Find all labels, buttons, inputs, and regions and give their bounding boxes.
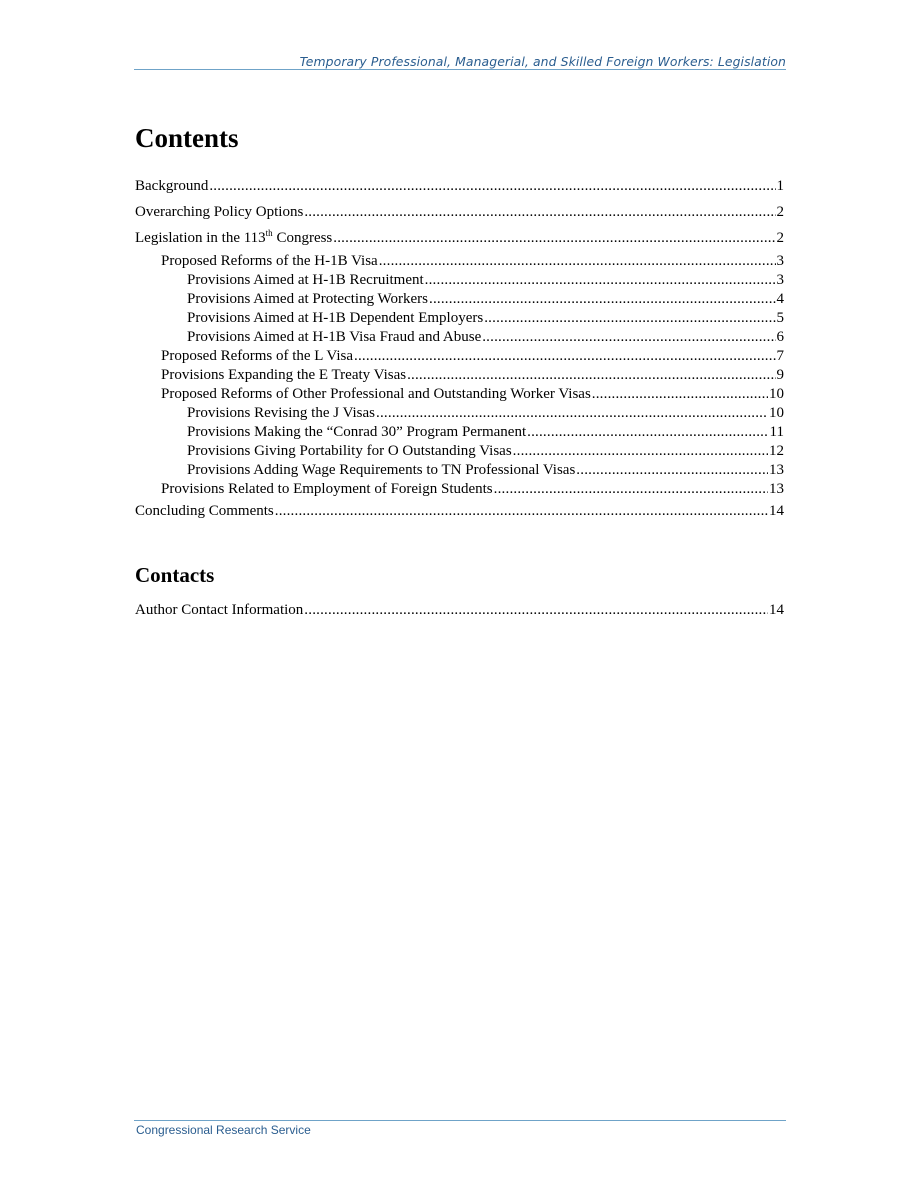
toc-entry-title: Provisions Related to Employment of Foreign Students [161, 480, 493, 497]
toc-entry-title: Author Contact Information [135, 602, 304, 618]
toc-entry-concluding-comments[interactable] [135, 502, 784, 521]
toc-entry-title: Provisions Aimed at H-1B Visa Fraud and Abuse [187, 328, 482, 345]
toc-entry-title: Overarching Policy Options [135, 204, 304, 220]
toc-entry-title: Proposed Reforms of the H-1B Visa [161, 252, 378, 269]
toc-entry-title [135, 229, 332, 248]
footer-organization: Congressional Research Service [136, 1123, 311, 1137]
toc-page-number: 9 [776, 366, 784, 383]
toc-dot-leader [484, 309, 775, 328]
toc-entry-h1b-fraud-abuse[interactable] [135, 328, 784, 347]
toc-page-number: 7 [776, 347, 784, 364]
toc-entry-h1b-recruitment[interactable] [135, 271, 784, 290]
header-divider [134, 69, 786, 70]
toc-dot-leader [379, 252, 776, 271]
toc-entry-author-contact-information[interactable] [135, 601, 784, 620]
toc-page-number: 10 [769, 404, 784, 421]
toc-entry-title: Provisions Giving Portability for O Outstanding Visas [187, 442, 512, 459]
toc-page-number: 2 [776, 204, 784, 220]
toc-dot-leader [376, 404, 768, 423]
toc-entry-other-professional-visas[interactable] [135, 385, 784, 404]
toc-entry-l-visa-reforms[interactable] [135, 347, 784, 366]
table-of-contents [135, 177, 784, 528]
toc-entry-legislation-113th-congress[interactable] [135, 229, 784, 248]
ordinal-suffix: th [265, 228, 273, 238]
toc-entry-title: Provisions Aimed at H-1B Recruitment [187, 271, 424, 288]
toc-page-number: 3 [776, 252, 784, 269]
toc-entry-conrad-30[interactable] [135, 423, 784, 442]
toc-dot-leader [304, 601, 768, 620]
footer-divider [134, 1120, 786, 1121]
toc-entry-tn-wage-requirements[interactable] [135, 461, 784, 480]
toc-entry-overarching-policy-options[interactable] [135, 203, 784, 222]
toc-entry-protecting-workers[interactable] [135, 290, 784, 309]
toc-entry-title: Provisions Aimed at Protecting Workers [187, 290, 428, 307]
toc-entry-title: Proposed Reforms of Other Professional and Outstanding Worker Visas [161, 385, 591, 402]
toc-dot-leader [482, 328, 775, 347]
toc-entry-title-text: Congress [272, 230, 333, 246]
toc-entry-title: Provisions Aimed at H-1B Dependent Employers [187, 309, 484, 326]
toc-page-number: 10 [769, 385, 784, 402]
toc-entry-title: Proposed Reforms of the L Visa [161, 347, 353, 364]
toc-dot-leader [576, 461, 768, 480]
toc-entry-foreign-students[interactable] [135, 480, 784, 499]
toc-entry-title: Provisions Expanding the E Treaty Visas [161, 366, 407, 383]
toc-page-number: 13 [769, 480, 784, 497]
toc-dot-leader [513, 442, 768, 461]
toc-page-number: 2 [776, 230, 784, 246]
toc-page-number: 11 [769, 423, 784, 440]
toc-page-number: 12 [769, 442, 784, 459]
toc-dot-leader [333, 229, 775, 248]
toc-entry-background[interactable] [135, 177, 784, 196]
toc-page-number: 3 [776, 271, 784, 288]
toc-dot-leader [429, 290, 776, 309]
contacts-heading: Contacts [135, 563, 215, 587]
toc-dot-leader [275, 502, 768, 521]
toc-dot-leader [494, 480, 768, 499]
toc-entry-title: Background [135, 178, 209, 194]
toc-page-number: 1 [776, 178, 784, 194]
toc-dot-leader [527, 423, 768, 442]
toc-page-number: 6 [776, 328, 784, 345]
toc-page-number: 13 [769, 461, 784, 478]
toc-entry-title: Provisions Revising the J Visas [187, 404, 376, 421]
toc-entry-e-treaty-visas[interactable] [135, 366, 784, 385]
toc-page-number: 14 [769, 503, 784, 519]
toc-dot-leader [592, 385, 768, 404]
running-header: Temporary Professional, Managerial, and Skilled Foreign Workers: Legislation [299, 54, 786, 69]
toc-entry-o-outstanding-visas[interactable] [135, 442, 784, 461]
contents-heading: Contents [135, 123, 239, 153]
contacts-list [135, 601, 784, 627]
toc-entry-h1b-dependent-employers[interactable] [135, 309, 784, 328]
toc-entry-title-text: Legislation in the 113 [135, 230, 266, 246]
toc-page-number: 14 [769, 602, 784, 618]
toc-dot-leader [407, 366, 775, 385]
toc-entry-h1b-reforms[interactable] [135, 252, 784, 271]
toc-dot-leader [304, 203, 775, 222]
toc-page-number: 5 [776, 309, 784, 326]
toc-entry-j-visas[interactable] [135, 404, 784, 423]
toc-entry-title: Provisions Making the “Conrad 30” Program Permanent [187, 423, 527, 440]
toc-entry-title: Concluding Comments [135, 503, 274, 519]
toc-entry-title: Provisions Adding Wage Requirements to TN Professional Visas [187, 461, 576, 478]
toc-dot-leader [354, 347, 776, 366]
toc-dot-leader [209, 177, 775, 196]
toc-page-number: 4 [776, 290, 784, 307]
toc-dot-leader [425, 271, 776, 290]
